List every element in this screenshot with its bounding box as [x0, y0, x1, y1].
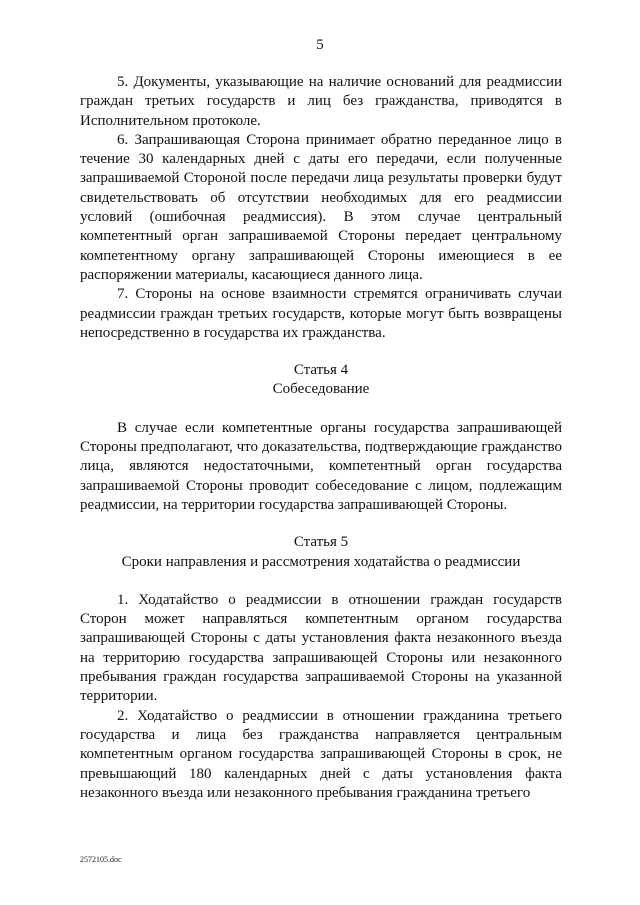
- paragraph-7: 7. Стороны на основе взаимности стремятся ограничивать случаи реадмиссии граждан третьих государств, которые могут быть возвращены непосредственно в государства их гражданства.: [80, 286, 562, 341]
- paragraph-5: 5. Документы, указывающие на наличие оснований для реадмиссии граждан третьих государств и лиц без гражданства, приводятся в Исполнительном протоколе.: [80, 74, 562, 129]
- article-5-paragraph-1: 1. Ходатайство о реадмиссии в отношении граждан государств Сторон может направляться компетентным органом государства запрашивающей Стороны с даты установления факта незаконного въезда на территорию государства запрашивающей Стороны или незаконного пребывания граждан государства запрашиваемой Стороны на указанной территории.: [80, 591, 562, 705]
- file-name-footer: 2572105.doc: [80, 855, 122, 864]
- spacer: [80, 343, 562, 361]
- article-5-title: Сроки направления и рассмотрения ходатайства о реадмиссии: [121, 553, 521, 570]
- paragraph-6: 6. Запрашивающая Сторона принимает обратно переданное лицо в течение 30 календарных дней с даты его передачи, если полученные запрашиваемой Стороной после передачи лица результаты проверки будут свидетельствовать об отсутствии необходимых для его реадмиссии условий (ошибочная реадмиссия). В этом случае центральный компетентный орган запрашиваемой Стороны передает центральному компетентному органу запрашивающей Стороны имеющиеся в ее распоряжении материалы, касающиеся данного лица.: [80, 131, 562, 283]
- spacer: [80, 400, 562, 419]
- article-4-number: Статья 4: [293, 362, 349, 379]
- article-4-title: Собеседование: [272, 381, 370, 398]
- document-body: [80, 73, 562, 803]
- spacer: [80, 515, 562, 533]
- article-5-paragraph-2: 2. Ходатайство о реадмиссии в отношении гражданина третьего государства и лица без гражданства направляется центральным компетентным органом государства запрашивающей Стороны в срок, не превышающий 180 календарных дней с даты установления факта незаконного въезда или незаконного пребывания гражданина третьего: [80, 707, 562, 801]
- page-number: 5: [316, 37, 324, 53]
- article-4-paragraph: В случае если компетентные органы государства запрашивающей Стороны предполагают, что доказательства, подтверждающие гражданство лица, являются недостаточными, компетентный орган государства запрашиваемой Стороны проводит собеседование с лицом, подлежащим реадмиссии, на территории государства запрашивающей Стороны.: [80, 419, 562, 513]
- article-5-number: Статья 5: [293, 534, 349, 551]
- spacer: [80, 572, 562, 591]
